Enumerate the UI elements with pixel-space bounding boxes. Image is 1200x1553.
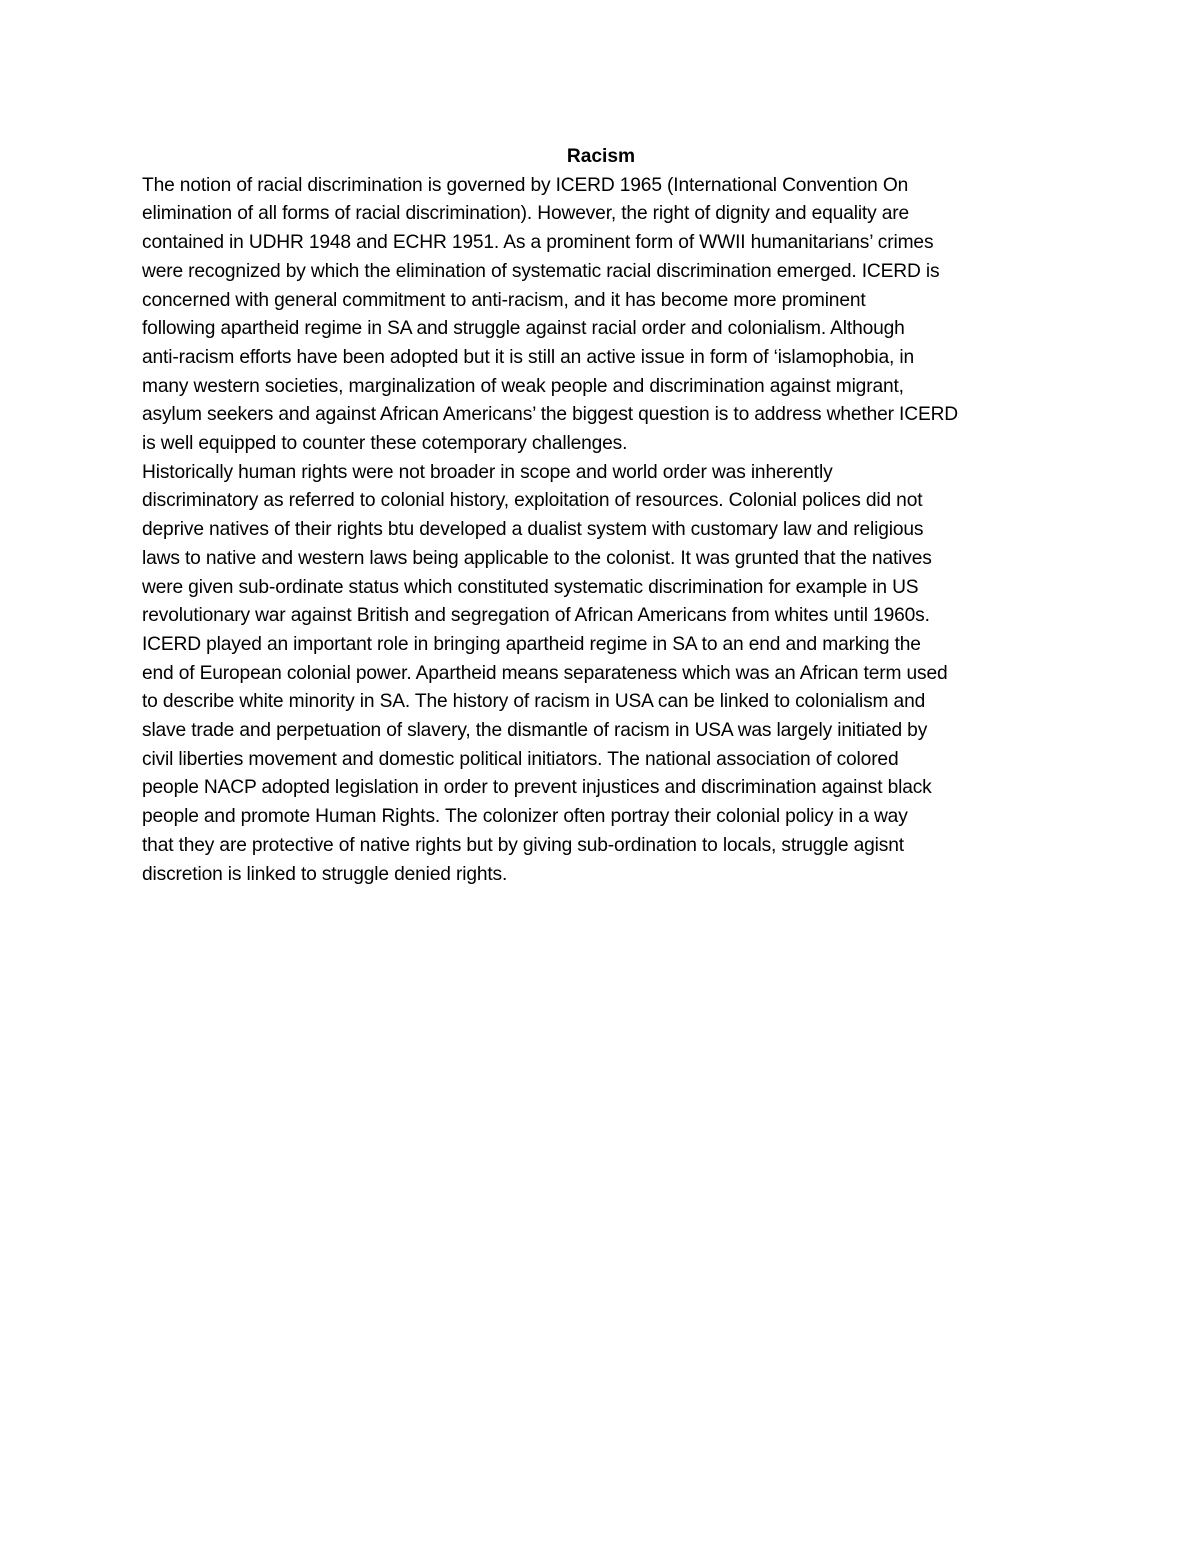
- text-line: ICERD played an important role in bringing apartheid regime in SA to an end and marking the: [142, 633, 921, 655]
- text-line: revolutionary war against British and segregation of African Americans from whites until 1960s.: [142, 605, 930, 627]
- text-line: people NACP adopted legislation in order to prevent injustices and discrimination against black: [142, 777, 932, 799]
- text-line: to describe white minority in SA. The history of racism in USA can be linked to colonialism and: [142, 691, 926, 713]
- text-line: Historically human rights were not broader in scope and world order was inherently: [142, 461, 833, 483]
- document-title: Racism: [566, 146, 636, 167]
- text-line: laws to native and western laws being applicable to the colonist. It was grunted that the natives: [142, 547, 932, 569]
- text-line: that they are protective of native rights but by giving sub-ordination to locals, struggle agisnt: [142, 834, 904, 856]
- text-line: elimination of all forms of racial discrimination). However, the right of dignity and equality are: [142, 203, 910, 225]
- text-line: following apartheid regime in SA and struggle against racial order and colonialism. Although: [142, 318, 905, 340]
- text-line: were given sub-ordinate status which constituted systematic discrimination for example in US: [142, 576, 919, 598]
- text-line: anti-racism efforts have been adopted but it is still an active issue in form of ‘islamophobia, in: [142, 346, 915, 368]
- text-line: were recognized by which the elimination of systematic racial discrimination emerged. ICERD is: [142, 260, 940, 282]
- text-line: concerned with general commitment to anti-racism, and it has become more prominent: [142, 289, 866, 311]
- text-line: The notion of racial discrimination is governed by ICERD 1965 (International Convention On: [142, 174, 909, 196]
- text-line: slave trade and perpetuation of slavery, the dismantle of racism in USA was largely initiated by: [142, 720, 928, 742]
- text-line: contained in UDHR 1948 and ECHR 1951. As a prominent form of WWII humanitarians’ crimes: [142, 232, 934, 254]
- text-line: is well equipped to counter these cotemporary challenges.: [142, 433, 628, 455]
- document-body: [142, 143, 1072, 889]
- text-line: discriminatory as referred to colonial history, exploitation of resources. Colonial polices did not: [142, 490, 923, 512]
- text-line: civil liberties movement and domestic political initiators. The national association of colored: [142, 748, 899, 770]
- text-line: end of European colonial power. Apartheid means separateness which was an African term used: [142, 662, 948, 684]
- text-line: deprive natives of their rights btu developed a dualist system with customary law and religious: [142, 519, 924, 541]
- text-line: discretion is linked to struggle denied rights.: [142, 863, 508, 885]
- text-line: many western societies, marginalization of weak people and discrimination against migrant,: [142, 375, 904, 397]
- text-line: asylum seekers and against African Americans’ the biggest question is to address whether ICERD: [142, 404, 959, 426]
- text-line: people and promote Human Rights. The colonizer often portray their colonial policy in a way: [142, 806, 908, 828]
